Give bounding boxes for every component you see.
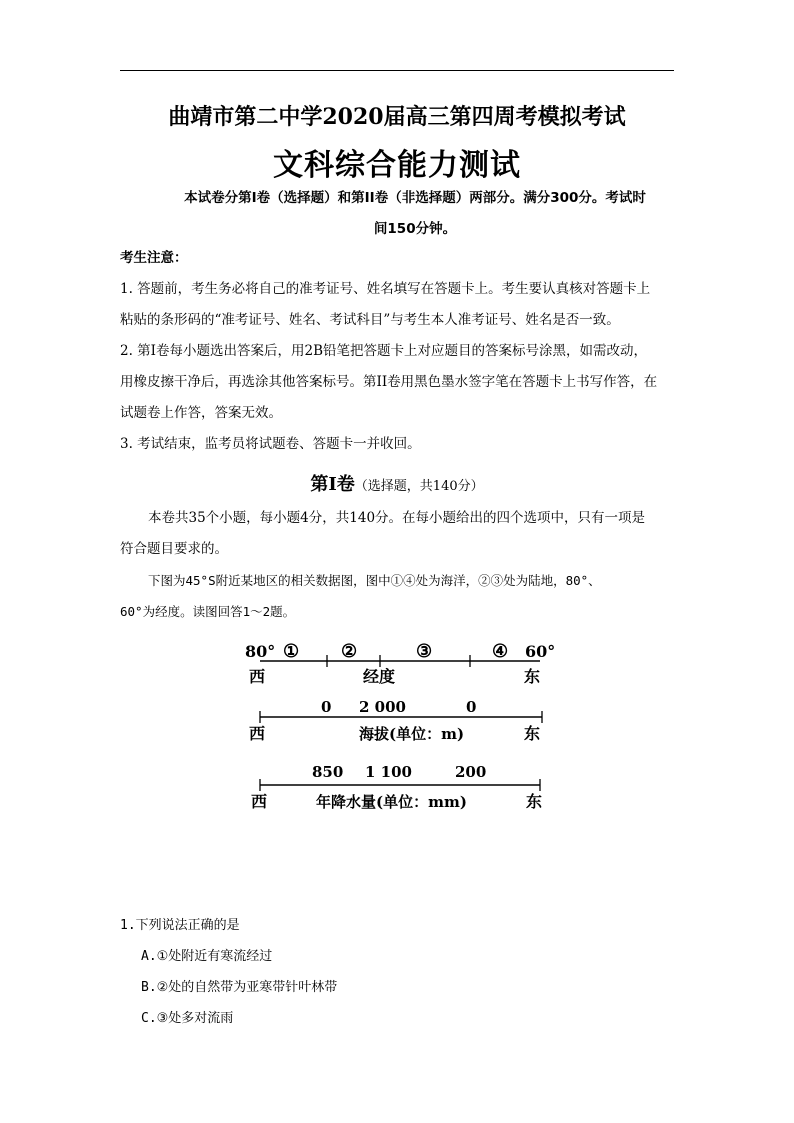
section-title: 第I卷 (310, 474, 355, 495)
intro-line-2: 间150分钟。 (373, 221, 457, 237)
marker-2: ② (341, 641, 358, 662)
notice-item-3: 3. 考试结束，监考员将试题卷、答题卡一并收回。 (120, 436, 421, 452)
question-1-option-c: C.③处多对流雨 (141, 1011, 234, 1026)
longitude-left-value: 80° (245, 642, 276, 661)
longitude-label: 经度 (363, 667, 396, 686)
figure-row-precipitation (251, 763, 542, 811)
elevation-label: 海拔(单位：m) (359, 725, 465, 743)
marker-3: ③ (416, 641, 433, 662)
longitude-right-value: 60° (525, 642, 556, 661)
elevation-value-3: 0 (466, 698, 477, 716)
notice-item-2a: 2. 第I卷每小题选出答案后，用2B铅笔把答题卡上对应题目的答案标号涂黑，如需改动， (120, 343, 648, 359)
notice-item-2c: 试题卷上作答，答案无效。 (120, 405, 282, 421)
figure-desc-line-2: 60°为经度。读图回答1～2题。 (120, 604, 296, 619)
intro-line-1: 本试卷分第I卷（选择题）和第II卷（非选择题）两部分。满分300分。考试时 (184, 190, 646, 206)
notice-item-1b: 粘贴的条形码的“准考证号、姓名、考试科目”与考生本人准考证号、姓名是否一致。 (120, 312, 620, 328)
precipitation-value-2: 1 100 (365, 763, 412, 781)
question-1-option-a: A.①处附近有寒流经过 (141, 949, 273, 964)
precipitation-label: 年降水量(单位：mm) (316, 793, 467, 811)
notice-item-2b: 用橡皮擦干净后，再选涂其他答案标号。第II卷用黑色墨水签字笔在答题卡上书写作答，在 (120, 374, 658, 390)
elevation-value-1: 0 (321, 698, 332, 716)
east-label: 东 (524, 724, 541, 743)
east-label: 东 (524, 667, 541, 686)
figure-desc-line-1: 下图为45°S附近某地区的相关数据图，图中①④处为海洋，②③处为陆地，80°、 (148, 573, 601, 588)
west-label: 西 (249, 724, 266, 743)
marker-1: ① (283, 641, 300, 662)
question-1-stem: 1.下列说法正确的是 (120, 918, 240, 933)
figure-row-elevation (249, 698, 542, 743)
section-desc-line-2: 符合题目要求的。 (120, 541, 228, 557)
exam-title: 曲靖市第二中学2020届高三第四周考模拟考试 (168, 104, 626, 130)
precipitation-value-3: 200 (455, 763, 487, 781)
figure-row-longitude (245, 641, 555, 686)
west-label: 西 (249, 667, 266, 686)
exam-subtitle: 文科综合能力测试 (273, 148, 521, 183)
notice-item-1a: 1. 答题前，考生务必将自己的准考证号、姓名填写在答题卡上。考生要认真核对答题卡上 (120, 281, 651, 297)
section-subtitle: （选择题，共140分） (354, 479, 484, 494)
west-label: 西 (251, 792, 268, 811)
section-desc-line-1: 本卷共35个小题，每小题4分，共140分。在每小题给出的四个选项中，只有一项是 (148, 510, 646, 526)
precipitation-value-1: 850 (312, 763, 344, 781)
marker-4: ④ (492, 641, 509, 662)
east-label: 东 (526, 792, 543, 811)
notice-heading: 考生注意： (120, 250, 188, 266)
question-1-option-b: B.②处的自然带为亚寒带针叶林带 (141, 980, 338, 995)
elevation-value-2: 2 000 (359, 698, 406, 716)
